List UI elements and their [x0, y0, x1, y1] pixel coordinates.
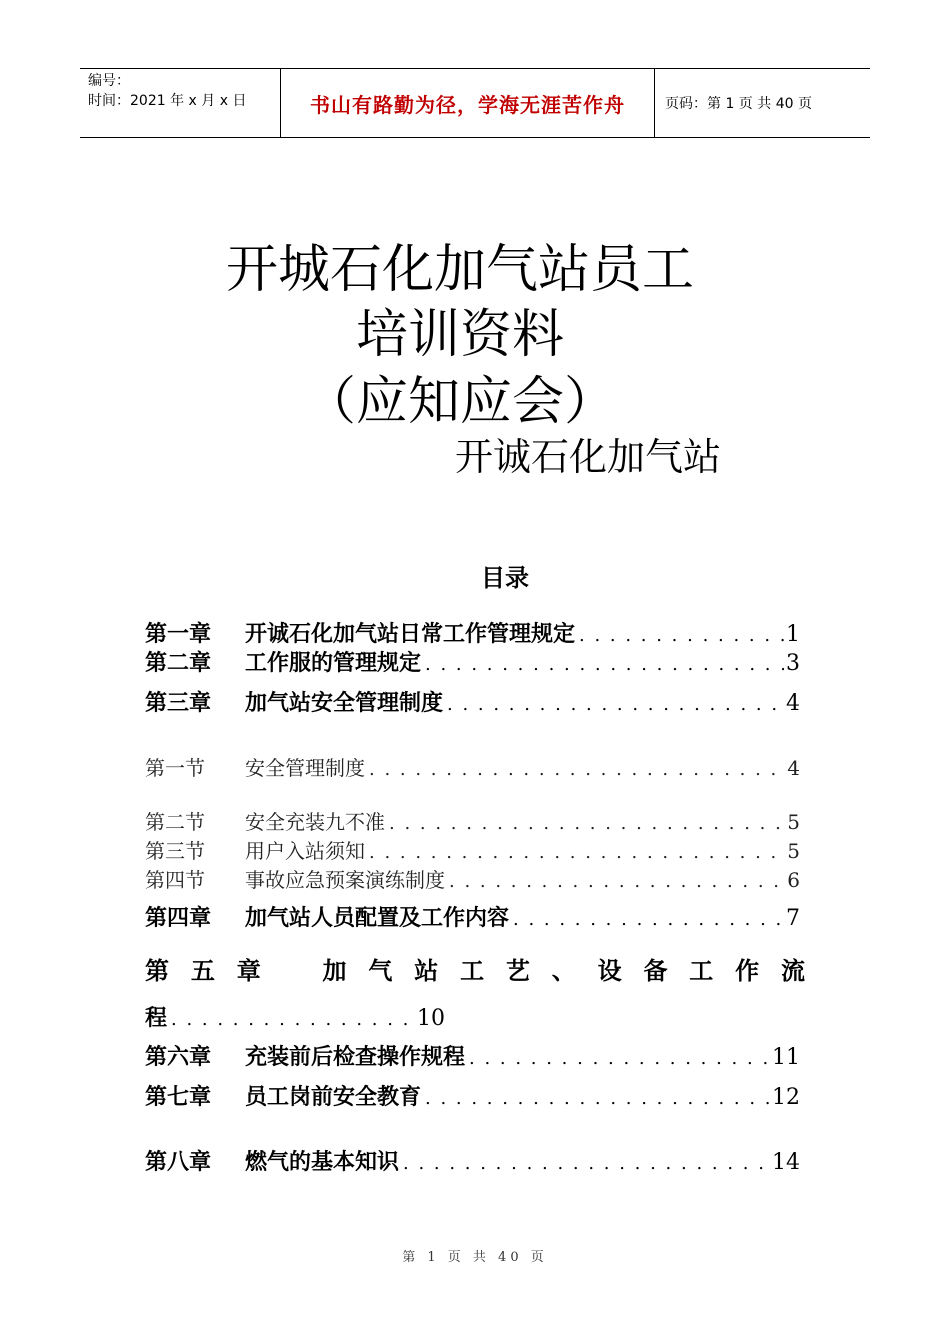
toc-text: 开诚石化加气站日常工作管理规定: [245, 621, 576, 647]
toc-leader: [443, 694, 784, 715]
toc-text: 事故应急预案演练制度: [245, 868, 445, 892]
toc-text: 安全充装九不准: [245, 810, 385, 834]
toc-page: 7: [786, 906, 800, 931]
toc-entry-ch8[interactable]: [145, 1145, 800, 1176]
toc-page: 12: [772, 1085, 800, 1110]
toc-label: 第三节: [145, 839, 205, 863]
toc-leader: [399, 1153, 770, 1174]
toc-char: 章: [236, 956, 261, 985]
toc-page: 3: [786, 651, 800, 676]
toc-page: 5: [787, 810, 800, 834]
time-label: 时间：2021 年 x 月 x 日: [88, 93, 247, 109]
toc-char: 工: [460, 956, 485, 985]
toc-label: 第一节: [145, 756, 205, 780]
toc-entry-ch5-cont[interactable]: [145, 1001, 445, 1032]
toc-entry-s1[interactable]: [145, 752, 800, 781]
toc-leader: [365, 759, 785, 780]
toc-leader: [365, 842, 785, 863]
toc-page: 14: [772, 1150, 800, 1175]
toc-label: 第八章: [145, 1149, 212, 1175]
toc-text: 程: [145, 1005, 168, 1031]
toc-text: 工作服的管理规定: [245, 650, 422, 676]
toc-leader: [465, 1048, 770, 1069]
toc-char: 加: [322, 956, 347, 985]
toc-text: 加气站安全管理制度: [245, 690, 444, 716]
toc-entry-ch1[interactable]: [145, 617, 800, 648]
toc-entry-s3[interactable]: [145, 835, 800, 864]
toc-page: 1: [786, 622, 800, 647]
toc-label: 第二章: [145, 650, 212, 676]
toc-entry-s4[interactable]: [145, 864, 800, 893]
toc-entry-ch6[interactable]: [145, 1040, 800, 1071]
toc-text: 加气站人员配置及工作内容: [245, 905, 510, 931]
toc-page: 4: [787, 756, 800, 780]
toc-entry-ch5[interactable]: [145, 951, 805, 986]
header-page-info: 页码：第 1 页 共 40 页: [665, 96, 812, 112]
toc-page: 11: [772, 1045, 800, 1070]
toc-page: 4: [786, 691, 800, 716]
toc-text: 安全管理制度: [245, 756, 365, 780]
toc-label: 第四章: [145, 905, 212, 931]
header-meta: [80, 69, 281, 137]
toc-leader: [421, 1088, 770, 1109]
toc-label: 第三章: [145, 690, 212, 716]
toc-text: 员工岗前安全教育: [245, 1084, 422, 1110]
title-line-1: 开城石化加气站员工: [225, 240, 694, 300]
toc-char: 设: [597, 956, 622, 985]
toc-char: 备: [643, 956, 668, 985]
toc-entry-ch7[interactable]: [145, 1080, 800, 1111]
toc-char: 工: [689, 956, 714, 985]
header-table: [80, 68, 870, 138]
toc-char: 、: [551, 956, 576, 985]
toc-entry-s2[interactable]: [145, 806, 800, 835]
toc-leader: [575, 625, 784, 646]
toc-char: 作: [735, 956, 760, 985]
toc-leader: [445, 871, 785, 892]
toc-char: 第: [145, 956, 169, 985]
toc-label: 第二节: [145, 810, 205, 834]
toc-entry-ch4[interactable]: [145, 901, 800, 932]
toc-text: 充装前后检查操作规程: [245, 1044, 466, 1070]
title-line-2: 培训资料: [355, 305, 564, 365]
toc-char: 气: [368, 956, 393, 985]
subtitle: 开诚石化加气站: [455, 435, 722, 479]
toc-leader: [385, 813, 785, 834]
toc-page: 6: [787, 868, 800, 892]
toc-leader: [509, 909, 784, 930]
toc-leader: [167, 1009, 415, 1030]
header-motto: 书山有路勤为径，学海无涯苦作舟: [281, 69, 655, 137]
toc-char: 艺: [505, 956, 530, 985]
toc-entry-ch2[interactable]: [145, 646, 800, 677]
toc-leader: [421, 654, 784, 675]
page-footer: 第 1 页 共 40 页: [402, 1250, 548, 1265]
number-label: 编号：: [88, 73, 130, 89]
toc-heading: 目录: [481, 563, 529, 592]
toc-char: 流: [780, 956, 805, 985]
toc-page: 10: [417, 1006, 445, 1031]
toc-text: 用户入站须知: [245, 839, 365, 863]
toc-label: 第六章: [145, 1044, 212, 1070]
toc-label: 第一章: [145, 621, 212, 647]
toc-entry-ch3[interactable]: [145, 686, 800, 717]
toc-label: 第四节: [145, 868, 205, 892]
toc-label: 第七章: [145, 1084, 212, 1110]
toc-text: 燃气的基本知识: [245, 1149, 400, 1175]
toc-page: 5: [787, 839, 800, 863]
toc-char: 站: [414, 956, 439, 985]
title-line-3: （应知应会）: [303, 372, 616, 432]
toc-char: 五: [190, 956, 215, 985]
